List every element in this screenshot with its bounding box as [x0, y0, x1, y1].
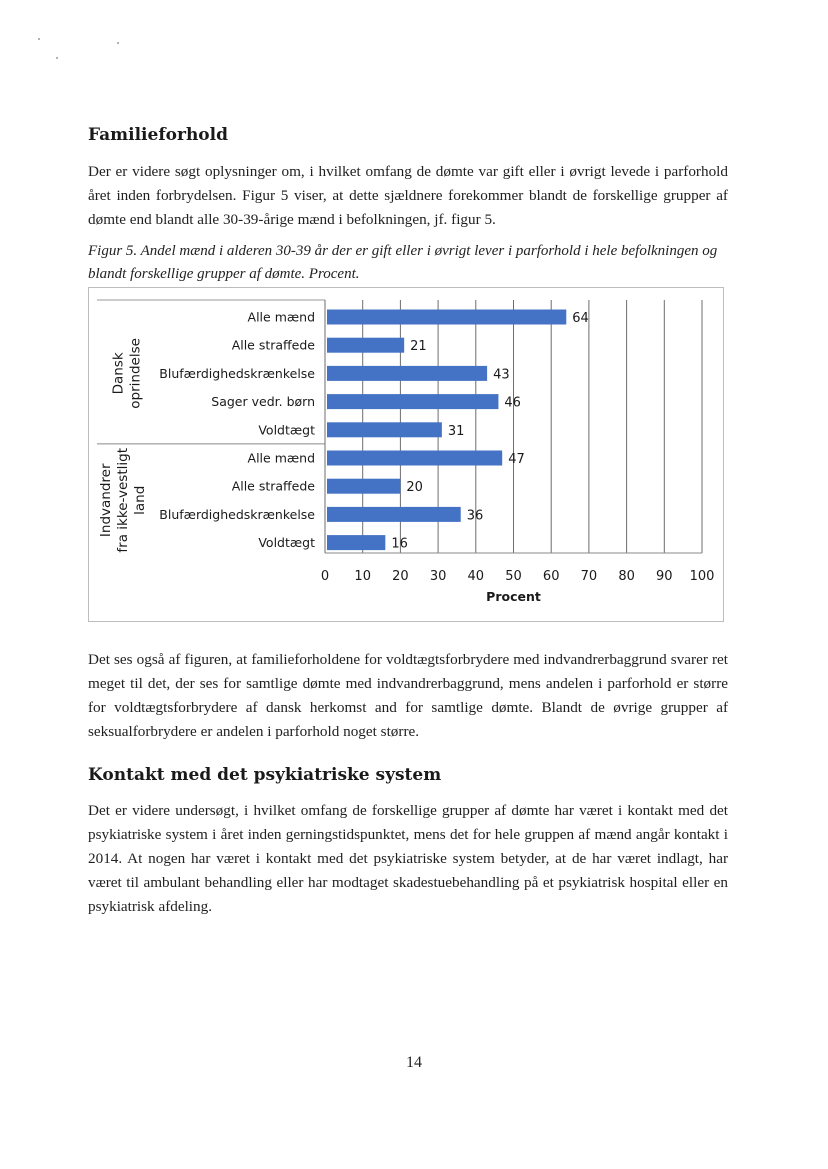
scan-speck [38, 38, 40, 40]
x-tick-label: 50 [505, 569, 522, 584]
bar [327, 338, 404, 353]
x-axis-title: Procent [486, 589, 541, 604]
section-heading-psykiatri: Kontakt med det psykiatriske system [88, 765, 442, 785]
figure-caption: Figur 5. Andel mænd i alderen 30-39 år der er gift eller i øvrigt lever i parforhold i hele befolkningen og blandt forskellige grupper af dømte. Procent. [88, 243, 718, 282]
x-tick-label: 10 [354, 569, 371, 584]
paragraph-figure-discussion: Det ses også af figuren, at familieforholdene for voldtægtsforbrydere med indvandrerbaggrund svarer ret meget til det, der ses for samtlige dømte med indvandrerbaggrund, mens andelen i parforhold er større for voldtægtsforbrydere af dansk herkomst and for samtlige dømte. Blandt de øvrige grupper af seksualforbrydere er andelen i parforhold noget større. [88, 651, 728, 740]
scan-speck [117, 42, 119, 44]
x-tick-label: 100 [689, 569, 715, 584]
scan-speck [56, 57, 58, 59]
group-label [111, 338, 144, 409]
category-label: Alle mænd [247, 309, 315, 325]
data-label: 47 [508, 452, 525, 467]
bar [327, 507, 461, 522]
bar [327, 394, 498, 409]
bar-chart [89, 288, 725, 623]
data-label: 46 [504, 395, 521, 411]
paragraph-psychiatric-contact: Det er videre undersøgt, i hvilket omfang de forskellige grupper af dømte har været i kontakt med det psykiatriske system i året inden gerningstidspunktet, mens det for hele gruppen af mænd angår kontakt i 2014. At nogen har været i kontakt med det psykiatriske system betyder, at de har været indlagt, har været til ambulant behandling eller har modtaget skadestuebehandling på et psykiatrisk hospital eller en psykiatrisk afdeling. [88, 802, 728, 915]
category-label: Alle straffede [231, 337, 315, 353]
data-label: 43 [493, 367, 510, 383]
data-label: 21 [410, 339, 427, 355]
x-tick-label: 30 [429, 569, 447, 584]
data-label: 20 [406, 480, 423, 496]
section-heading-familieforhold: Familieforhold [88, 125, 228, 145]
data-label: 36 [466, 508, 484, 524]
bar [327, 366, 487, 381]
group-label-line: land [132, 485, 148, 515]
group-label-line: oprindelse [127, 338, 144, 409]
category-label: Blufærdighedskrænkelse [159, 506, 315, 522]
page-number: 14 [406, 1054, 422, 1071]
x-tick-label: 80 [618, 569, 635, 584]
bar [327, 422, 442, 437]
data-label: 16 [391, 536, 408, 552]
bar [327, 310, 566, 325]
group-label-line: fra ikke-vestligt [115, 448, 131, 553]
category-label: Alle straffede [231, 478, 315, 494]
x-tick-label: 90 [656, 569, 673, 584]
category-label: Voldtægt [258, 422, 315, 438]
category-label: Voldtægt [258, 535, 315, 551]
group-label [98, 448, 148, 553]
group-label-line: Dansk [110, 352, 127, 395]
x-tick-label: 60 [542, 569, 560, 584]
category-label: Blufærdighedskrænkelse [159, 365, 315, 381]
chart-frame [88, 287, 724, 622]
category-label: Sager vedr. børn [211, 394, 315, 410]
group-label-line: Indvandrer [98, 463, 114, 538]
x-tick-label: 0 [320, 569, 330, 584]
category-label: Alle mænd [247, 450, 315, 466]
data-label: 31 [447, 423, 465, 439]
x-tick-label: 70 [580, 569, 598, 584]
bar [327, 479, 400, 494]
data-label: 64 [572, 311, 589, 326]
x-tick-label: 20 [392, 569, 409, 584]
bar [327, 535, 385, 550]
x-tick-label: 40 [467, 569, 485, 584]
paragraph-intro: Der er videre søgt oplysninger om, i hvilket omfang de dømte var gift eller i øvrigt levede i parforhold året inden forbrydelsen. Figur 5 viser, at dette sjældnere forekommer blandt de forskellige grupper af dømte end blandt alle 30-39-årige mænd i befolkningen, jf. figur 5. [88, 163, 728, 228]
bar [327, 451, 502, 466]
